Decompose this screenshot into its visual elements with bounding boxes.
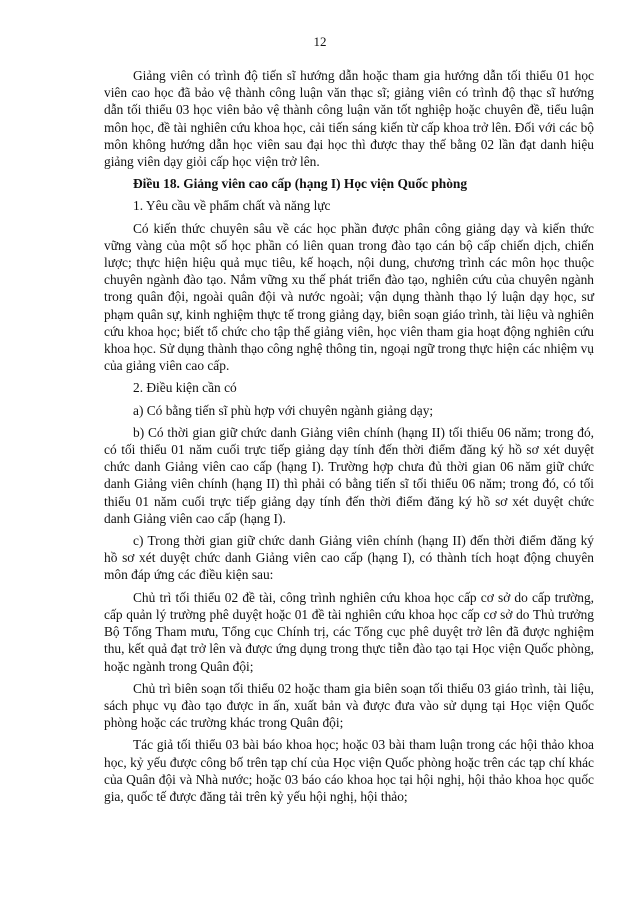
list-item: a) Có bằng tiến sĩ phù hợp với chuyên ngành giảng dạy; — [133, 402, 434, 418]
section-heading: 1. Yêu cầu về phẩm chất và năng lực — [133, 198, 331, 214]
paragraph: Giảng viên có trình độ tiến sĩ hướng dẫn hoặc tham gia hướng dẫn tối thiểu 01 học viên cao học đã bảo vệ thành công luận văn thạc sĩ; giảng viên có trình độ thạc sĩ hướng dẫn tối thiểu 03 học viên bảo vệ thành công luận văn tốt nghiệp hoặc chuyên đề, tiểu luận môn học, đề tài nghiên cứu khoa học, cải tiến sáng kiến từ cấp khoa trở lên. Đối với các bộ môn không hướng dẫn học viên sau đại học thì được thay thế bằng 02 lần đạt danh hiệu giảng viên dạy giỏi cấp học viện trở lên. — [104, 68, 594, 170]
list-item: b) Có thời gian giữ chức danh Giảng viên chính (hạng II) tối thiểu 06 năm; trong đó, có tối thiểu 01 năm cuối trực tiếp giảng dạy tính đến thời điểm đăng ký hồ sơ xét duyệt chức danh Giảng viên cao cấp (hạng I). Trường hợp chưa đủ thời gian 06 năm giữ chức danh Giảng viên chính (hạng II) thì phải có bằng tiến sĩ tối thiểu 06 năm; trong đó, có tối thiểu 01 năm cuối trực tiếp giảng dạy tính đến thời điểm đăng ký hồ sơ xét duyệt chức danh Giảng viên cao cấp (hạng I). — [104, 424, 594, 526]
paragraph: Tác giả tối thiểu 03 bài báo khoa học; hoặc 03 bài tham luận trong các hội thảo khoa học, kỷ yếu được công bố trên tạp chí của Học viện Quốc phòng hoặc trên các tạp chí khác của Quân đội và Nhà nước; hoặc 03 báo cáo khoa học tại hội nghị, hội thảo khoa học quốc gia, quốc tế được đăng tải trên kỷ yếu hội nghị, hội thảo; — [104, 737, 594, 804]
paragraph: Chủ trì biên soạn tối thiểu 02 hoặc tham gia biên soạn tối thiểu 03 giáo trình, tài liệu, sách phục vụ đào tạo được in ấn, xuất bản và được đưa vào sử dụng tại Học viện Quốc phòng hoặc các trường khác trong Quân đội; — [104, 680, 594, 731]
document-body — [104, 67, 594, 810]
article-heading: Điều 18. Giảng viên cao cấp (hạng I) Học viện Quốc phòng — [133, 176, 468, 192]
section-heading: 2. Điều kiện cần có — [133, 380, 237, 396]
list-item: c) Trong thời gian giữ chức danh Giảng viên chính (hạng II) đến thời điểm đăng ký hồ sơ xét duyệt chức danh Giảng viên cao cấp (hạng I), có thành tích hoạt động chuyên môn đáp ứng các điều kiện sau: — [104, 533, 594, 583]
page-number: 12 — [313, 34, 327, 49]
paragraph: Chủ trì tối thiểu 02 đề tài, công trình nghiên cứu khoa học cấp cơ sở do cấp trường, cấp quản lý trường phê duyệt hoặc 01 đề tài nghiên cứu khoa học cấp cơ sở do Thủ trưởng Bộ Tổng Tham mưu, Tổng cục Chính trị, các Tổng cục phê duyệt trở lên đã được nghiệm thu, kết quả đạt trở lên và được ứng dụng trong thực tiễn đào tạo tại Học viện Quốc phòng, hoặc ngành trong Quân đội; — [104, 589, 594, 674]
paragraph: Có kiến thức chuyên sâu về các học phần được phân công giảng dạy và kiến thức vững vàng của một số học phần có liên quan trong đào tạo cán bộ cấp chiến dịch, chiến lược; thực hiện hiệu quả mục tiêu, kế hoạch, nội dung, chương trình các môn học thuộc chuyên ngành đào tạo. Nắm vững xu thế phát triển đào tạo, nghiên cứu của chuyên ngành trong quân đội, ngoài quân đội và nước ngoài; vận dụng thành thạo lý luận dạy học, sư phạm quân sự, kinh nghiệm thực tế trong giảng dạy, biên soạn giáo trình, tài liệu và nghiên cứu khoa học; biết tổ chức cho tập thể giảng viên, học viên tham gia hoạt động nghiên cứu khoa học. Sử dụng thành thạo công nghệ thông tin, ngoại ngữ trong thực hiện các nhiệm vụ của giảng viên cao cấp. — [104, 220, 594, 374]
